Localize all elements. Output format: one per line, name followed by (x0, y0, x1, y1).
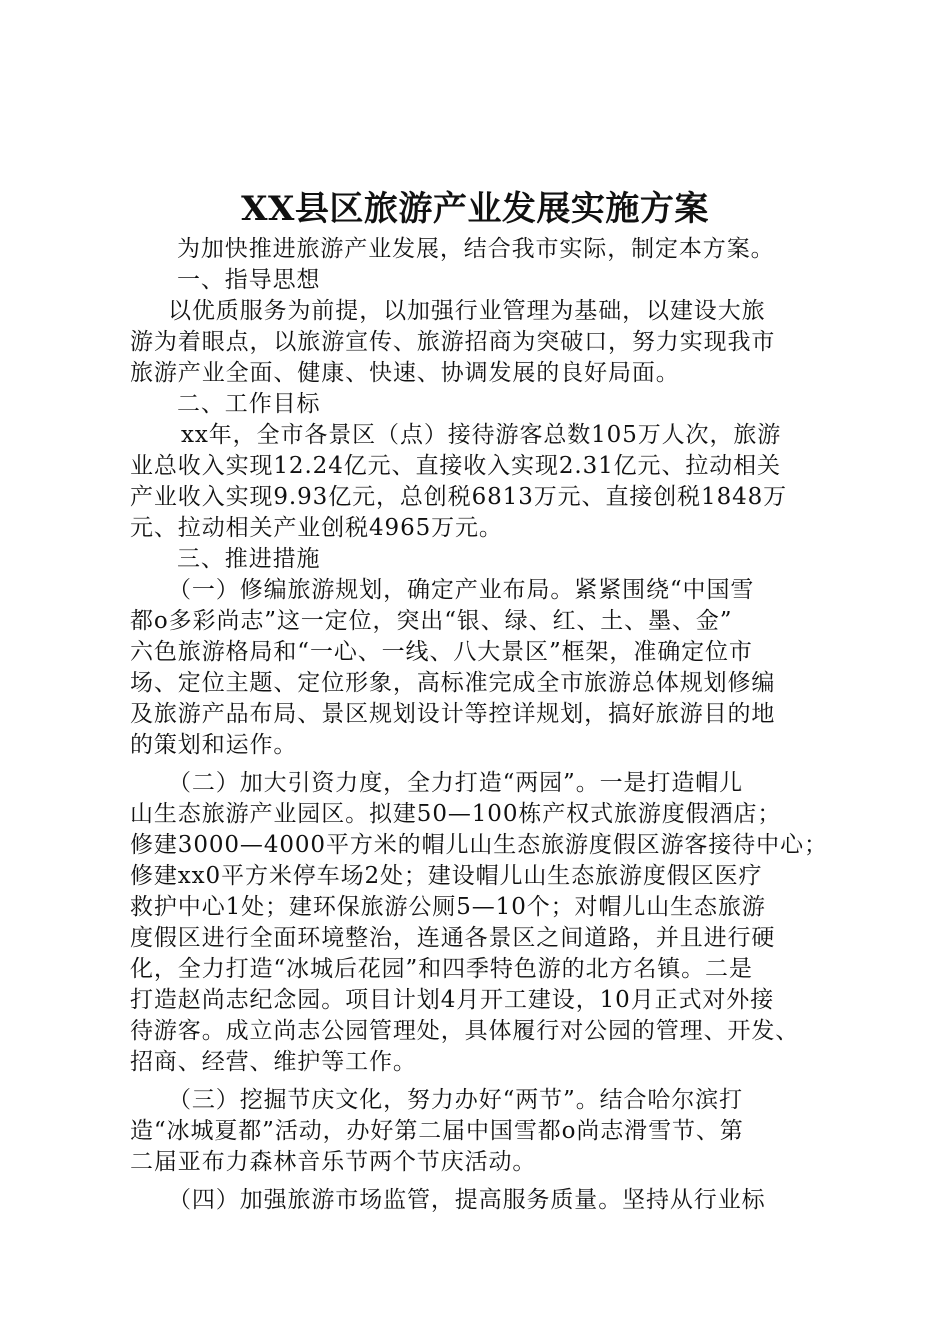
paragraph-line: 以优质服务为前提，以加强行业管理为基础，以建设大旅 (168, 298, 766, 324)
section-heading-work-goals: 二、工作目标 (177, 391, 321, 417)
paragraph-line: xx年，全市各景区（点）接待游客总数105万人次，旅游 (181, 422, 782, 448)
paragraph-line: 待游客。成立尚志公园管理处，具体履行对公园的管理、开发、 (130, 1018, 800, 1044)
paragraph-line: 游为着眼点，以旅游宣传、旅游招商为突破口，努力实现我市 (130, 329, 776, 355)
paragraph-line: 业总收入实现12.24亿元、直接收入实现2.31亿元、拉动相关 (130, 453, 781, 479)
paragraph-line: 元、拉动相关产业创税4965万元。 (130, 515, 503, 541)
paragraph-line: （四）加强旅游市场监管，提高服务质量。坚持从行业标 (168, 1187, 766, 1213)
intro-paragraph: 为加快推进旅游产业发展，结合我市实际，制定本方案。 (177, 236, 775, 262)
document-title: XX县区旅游产业发展实施方案 (241, 189, 709, 229)
paragraph-line: 产业收入实现9.93亿元，总创税6813万元、直接创税1848万 (130, 484, 788, 510)
section-heading-guiding-ideology: 一、指导思想 (177, 267, 321, 293)
paragraph-line: 及旅游产品布局、景区规划设计等控详规划，搞好旅游目的地 (130, 701, 776, 727)
paragraph-line: 的策划和运作。 (130, 732, 298, 758)
paragraph-line: 打造赵尚志纪念园。项目计划4月开工建设，10月正式对外接 (130, 987, 775, 1013)
paragraph-line: 度假区进行全面环境整治，连通各景区之间道路，并且进行硬 (130, 925, 776, 951)
paragraph-line: （二）加大引资力度，全力打造“两园”。一是打造帽儿 (168, 770, 744, 796)
document-body (130, 234, 846, 1216)
paragraph-line: 山生态旅游产业园区。拟建50—100栋产权式旅游度假酒店； (130, 801, 782, 827)
paragraph-line: （三）挖掘节庆文化，努力办好“两节”。结合哈尔滨打 (168, 1087, 744, 1113)
paragraph-line: 造“冰城夏都”活动，办好第二届中国雪都o尚志滑雪节、第 (130, 1118, 744, 1144)
paragraph-line: 六色旅游格局和“一心、一线、八大景区”框架，准确定位市 (130, 639, 753, 665)
paragraph-line: 场、定位主题、定位形象，高标准完成全市旅游总体规划修编 (130, 670, 776, 696)
paragraph-line: 救护中心1处；建环保旅游公厕5—10个；对帽儿山生态旅游 (130, 894, 766, 920)
paragraph-line: 修建xx0平方米停车场2处；建设帽儿山生态旅游度假区医疗 (130, 863, 763, 889)
paragraph-line: 招商、经营、维护等工作。 (130, 1049, 417, 1075)
paragraph-line: 修建3000—4000平方米的帽儿山生态旅游度假区游客接待中心； (130, 832, 828, 858)
paragraph-line: 都o多彩尚志”这一定位，突出“银、绿、红、土、墨、金” (130, 608, 733, 634)
paragraph-line: 化，全力打造“冰城后花园”和四季特色游的北方名镇。二是 (130, 956, 753, 982)
paragraph-line: 二届亚布力森林音乐节两个节庆活动。 (130, 1149, 537, 1175)
paragraph-line: 旅游产业全面、健康、快速、协调发展的良好局面。 (130, 360, 680, 386)
section-heading-measures: 三、推进措施 (177, 546, 321, 572)
paragraph-line: （一）修编旅游规划，确定产业布局。紧紧围绕“中国雪 (168, 577, 755, 603)
